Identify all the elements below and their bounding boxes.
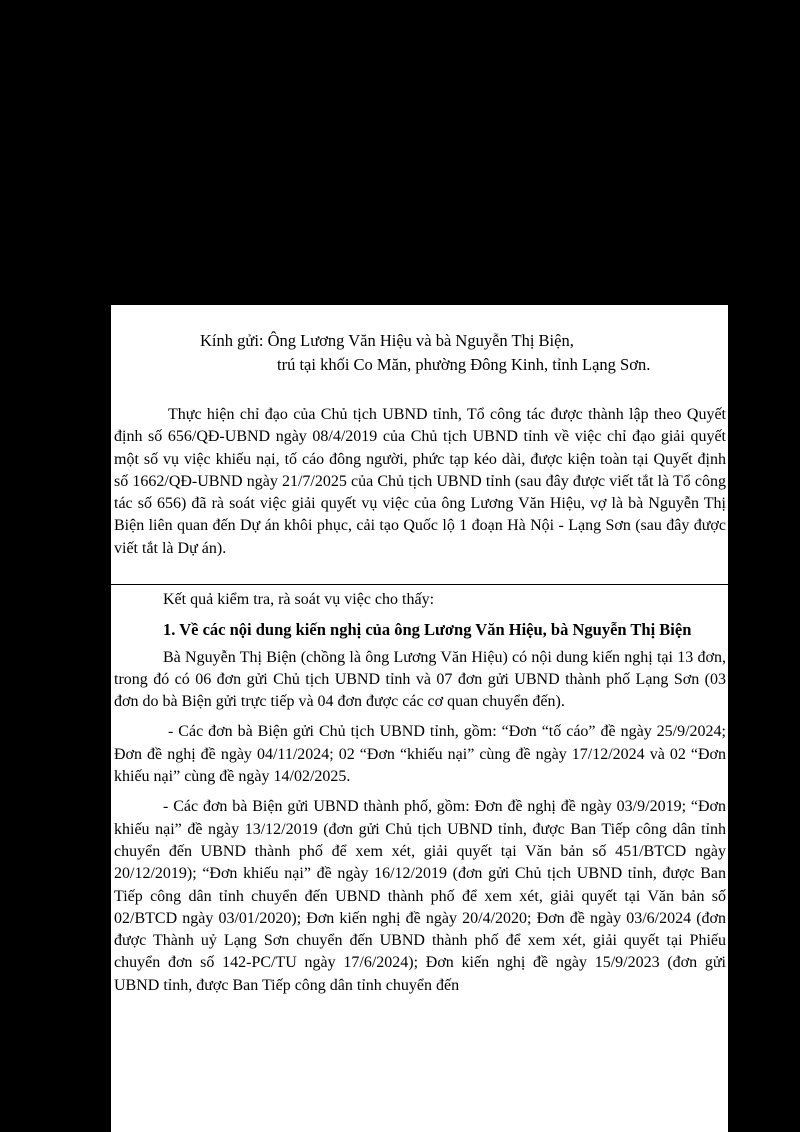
section-heading: 1. Về các nội dung kiến nghị của ông Lương Văn Hiệu, bà Nguyễn Thị Biện <box>163 620 692 640</box>
section-divider <box>111 584 728 585</box>
address-block <box>111 329 728 377</box>
intro-paragraph: Thực hiện chỉ đạo của Chủ tịch UBND tỉnh, Tổ công tác được thành lập theo Quyết định số 656/QĐ-UBND ngày 08/4/2019 của Chủ tịch UBND tỉnh về việc chỉ đạo giải quyết một số vụ việc khiếu nại, tố cáo đông người, phức tạp kéo dài, được kiện toàn tại Quyết định số 1662/QĐ-UBND ngày 21/7/2025 của Chủ tịch UBND tỉnh (sau đây được viết tắt là Tổ công tác số 656) đã rà soát việc giải quyết vụ việc của ông Lương Văn Hiệu, vợ là bà Nguyễn Thị Biện liên quan đến Dự án khôi phục, cải tạo Quốc lộ 1 đoạn Hà Nội - Lạng Sơn (sau đây được viết tắt là Dự án). <box>114 406 726 557</box>
section-paragraph-1: Bà Nguyễn Thị Biện (chồng là ông Lương Văn Hiệu) có nội dung kiến nghị tại 13 đơn, trong đó có 06 đơn gửi Chủ tịch UBND tỉnh và 07 đơn gửi UBND thành phố Lạng Sơn (03 đơn do bà Biện gửi trực tiếp và 04 đơn được các cơ quan chuyển đến). <box>114 648 726 711</box>
document-page <box>111 305 728 1132</box>
findings-section <box>114 589 726 1005</box>
section-paragraph-2: - Các đơn bà Biện gửi Chủ tịch UBND tỉnh, gồm: “Đơn “tố cáo” đề ngày 25/9/2024; Đơn đề nghị đề ngày 04/11/2024; 02 “Đơn “khiếu nại” cùng đề ngày 17/12/2024 và 02 “Đơn khiếu nại” cùng đề ngày 14/02/2025. <box>114 723 726 786</box>
results-intro: Kết quả kiểm tra, rà soát vụ việc cho thấy: <box>163 591 435 608</box>
residence-line: trú tại khối Co Măn, phường Đông Kinh, tỉnh Lạng Sơn. <box>277 355 651 374</box>
recipient-line: Kính gửi: Ông Lương Văn Hiệu và bà Nguyễn Thị Biện, <box>200 331 574 350</box>
section-paragraph-3: - Các đơn bà Biện gửi UBND thành phố, gồm: Đơn đề nghị đề ngày 03/9/2019; “Đơn khiếu nại” đề ngày 13/12/2019 (đơn gửi Chủ tịch UBND tỉnh, được Ban Tiếp công dân tỉnh chuyển đến UBND thành phố để xem xét, giải quyết tại Văn bản số 451/BTCD ngày 20/12/2019); “Đơn khiếu nại” đề ngày 16/12/2019 (đơn gửi Chủ tịch UBND tỉnh, được Ban Tiếp công dân tỉnh chuyển đến UBND thành phố để xem xét, giải quyết tại Văn bản số 02/BTCD ngày 03/01/2020); Đơn kiến nghị đề ngày 20/4/2020; Đơn đề ngày 03/6/2024 (đơn được Thành uỷ Lạng Sơn chuyển đến UBND thành phố để xem xét, giải quyết tại Phiếu chuyển đơn số 142-PC/TU ngày 17/6/2024); Đơn kiến nghị đề ngày 15/9/2023 (đơn gửi UBND tỉnh, được Ban Tiếp công dân tỉnh chuyển đến <box>114 798 726 994</box>
